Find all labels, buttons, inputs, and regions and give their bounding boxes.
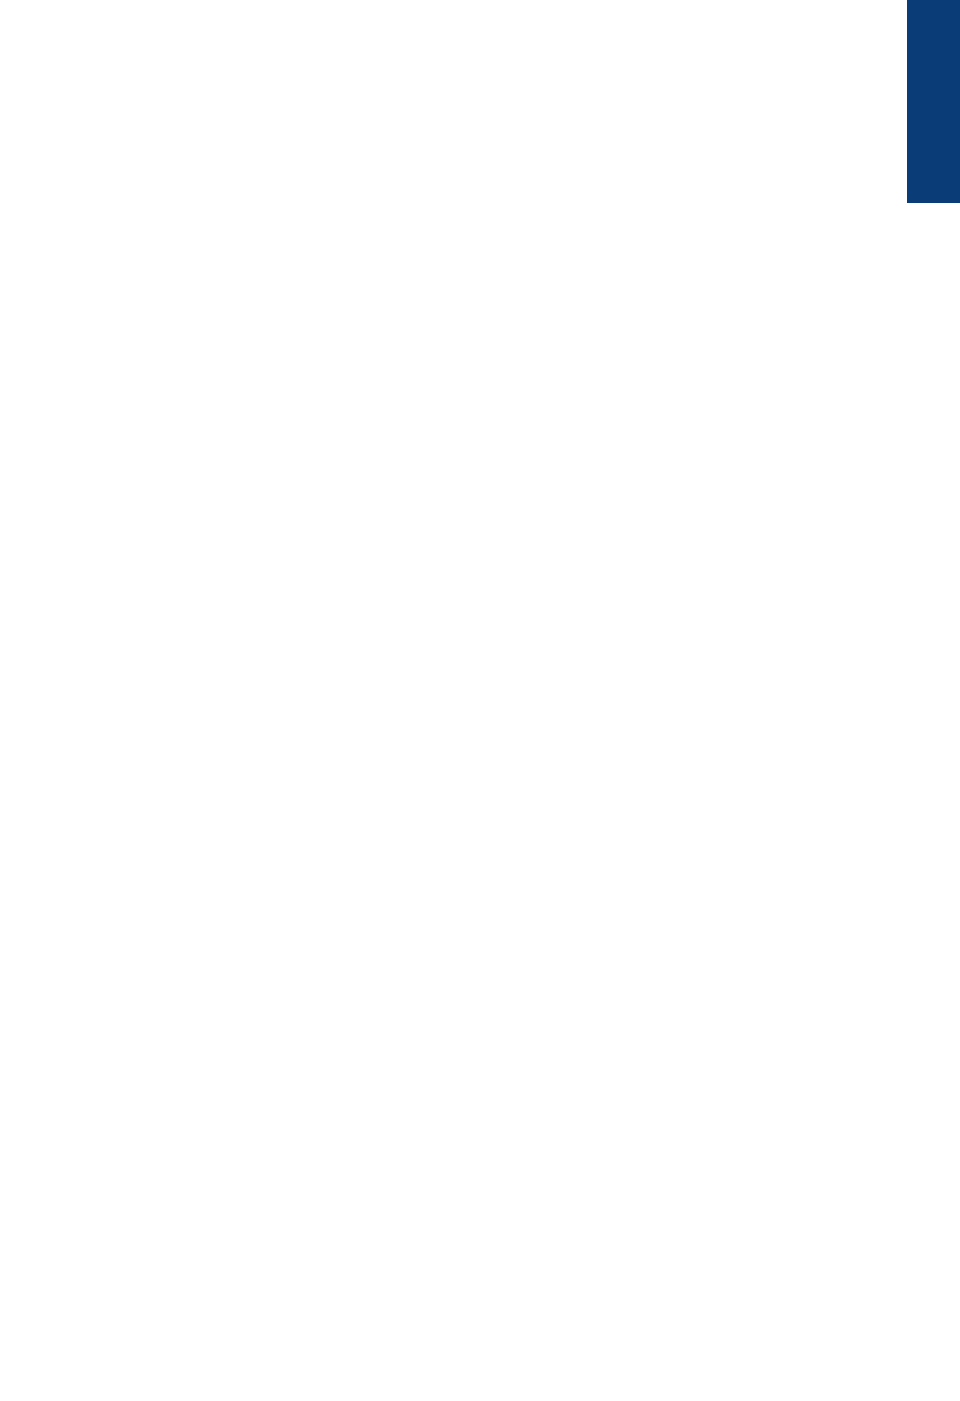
- vpp-side-tab: [907, 0, 960, 203]
